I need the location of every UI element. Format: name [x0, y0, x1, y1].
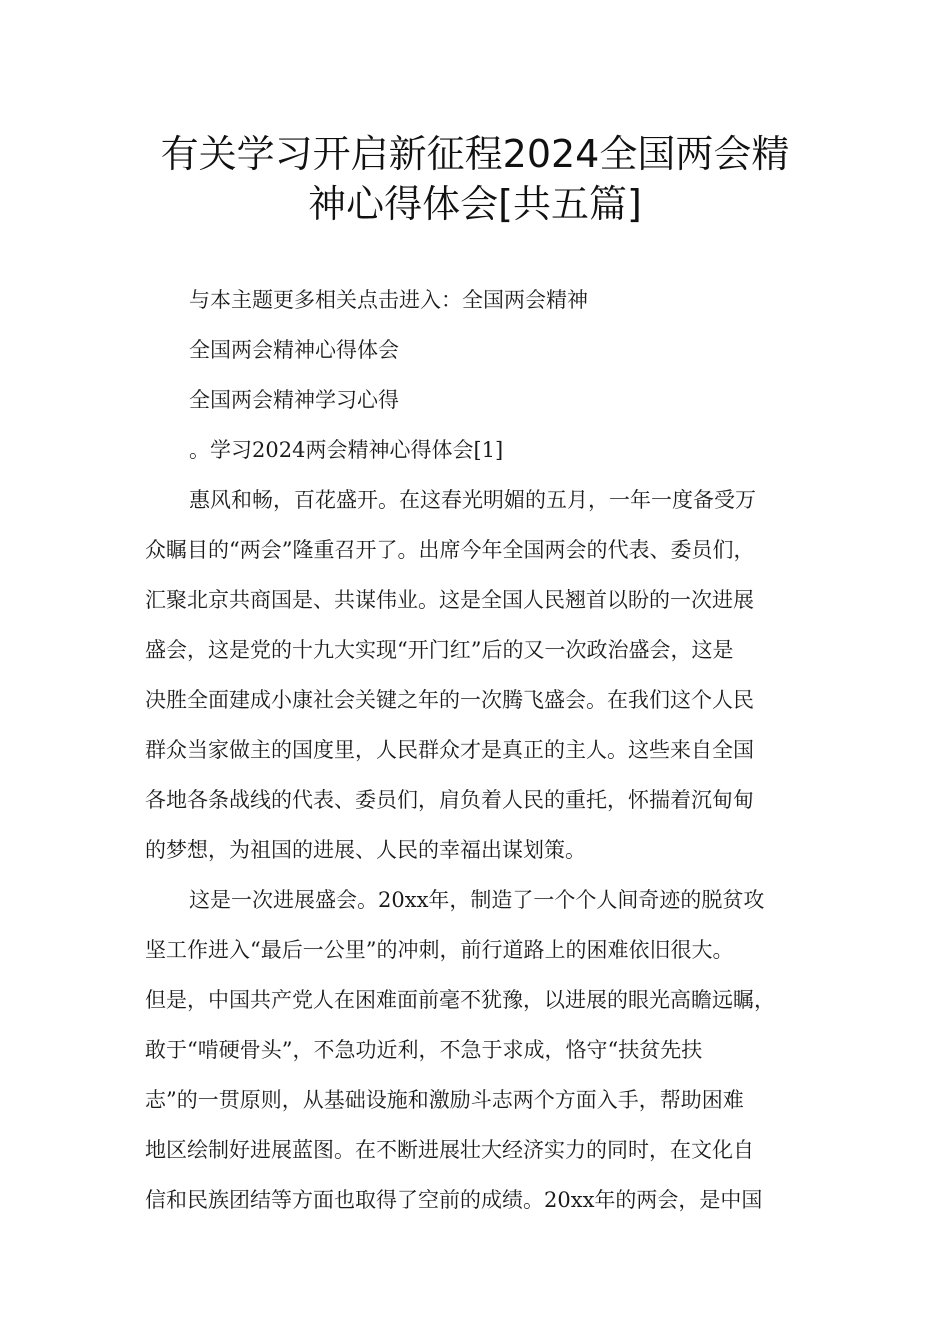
paragraph-line: 惠风和畅，百花盛开。在这春光明媚的五月，一年一度备受万	[189, 488, 756, 512]
section-heading: 。学习2024两会精神心得体会[1]	[189, 438, 504, 462]
related-link-study[interactable]: 全国两会精神学习心得	[189, 388, 399, 412]
paragraph-line: 各地各条战线的代表、委员们，肩负着人民的重托，怀揣着沉甸甸	[145, 788, 754, 812]
paragraph-line: 坚工作进入“最后一公里”的冲刺，前行道路上的困难依旧很大。	[145, 938, 734, 962]
document-title-line-2: 神心得体会[共五篇]	[308, 182, 642, 226]
document-title-line-1: 有关学习开启新征程2024全国两会精	[160, 132, 790, 176]
paragraph-line: 众瞩目的“两会”隆重召开了。出席今年全国两会的代表、委员们，	[145, 538, 755, 562]
related-topics-intro: 与本主题更多相关点击进入：全国两会精神	[189, 288, 588, 312]
paragraph-line: 的梦想，为祖国的进展、人民的幸福出谋划策。	[145, 838, 586, 862]
paragraph-line: 信和民族团结等方面也取得了空前的成绩。20xx年的两会，是中国	[145, 1188, 763, 1212]
related-link-experience[interactable]: 全国两会精神心得体会	[189, 338, 399, 362]
paragraph-line: 盛会，这是党的十九大实现“开门红”后的又一次政治盛会，这是	[145, 638, 734, 662]
paragraph-line: 敢于“啃硬骨头”，不急功近利，不急于求成，恪守“扶贫先扶	[145, 1038, 703, 1062]
paragraph-line: 决胜全面建成小康社会关键之年的一次腾飞盛会。在我们这个人民	[145, 688, 754, 712]
paragraph-line: 地区绘制好进展蓝图。在不断进展壮大经济实力的同时，在文化自	[145, 1138, 754, 1162]
paragraph-line: 志”的一贯原则，从基础设施和激励斗志两个方面入手，帮助困难	[145, 1088, 744, 1112]
paragraph-line: 群众当家做主的国度里，人民群众才是真正的主人。这些来自全国	[145, 738, 754, 762]
paragraph-line: 汇聚北京共商国是、共谋伟业。这是全国人民翘首以盼的一次进展	[145, 588, 754, 612]
paragraph-line: 但是，中国共产党人在困难面前毫不犹豫，以进展的眼光高瞻远瞩，	[145, 988, 775, 1012]
paragraph-line: 这是一次进展盛会。20xx年，制造了一个个人间奇迹的脱贫攻	[189, 888, 765, 912]
